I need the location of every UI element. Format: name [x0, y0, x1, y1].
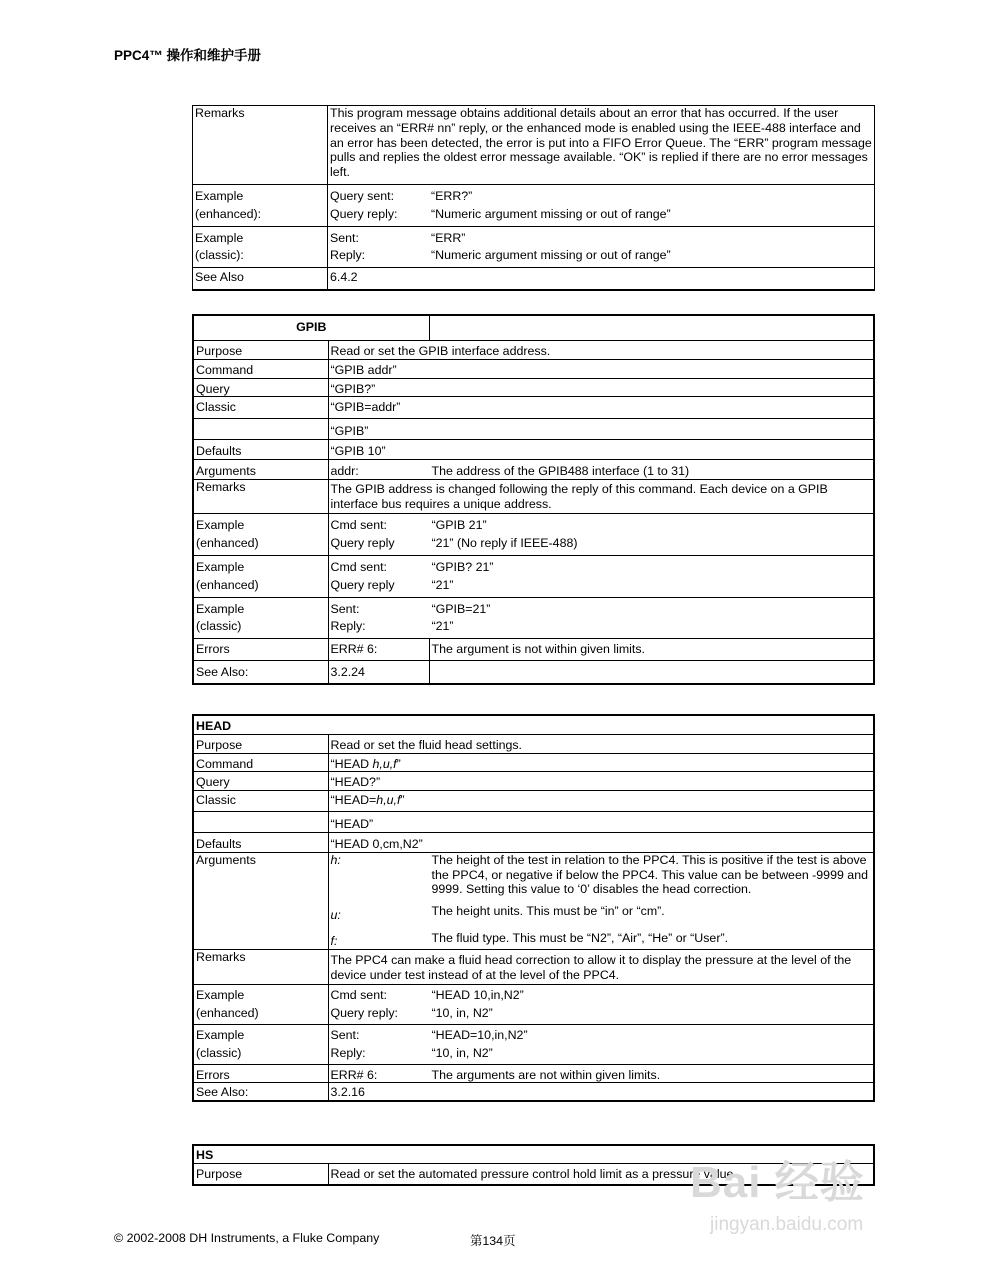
purpose-value: Read or set the fluid head settings. — [328, 734, 874, 753]
see-also-value: 6.4.2 — [328, 268, 875, 291]
remarks-text: This program message obtains additional details about an error that has occurred. If the user receives an “ERR# nn” reply, or the enhanced mode is enabled using the IEEE-488 interface and an error has been detected, the error is put into a FIFO Error Queue. The “ERR” program message pulls and replies the oldest error message available. “OK” is replied if there are no error messages left. — [328, 106, 875, 185]
example-label: Example (enhanced) — [193, 985, 328, 1025]
example-classic-label: Example (classic): — [193, 226, 328, 268]
table-row — [193, 1024, 874, 1064]
table-row — [193, 341, 874, 360]
purpose-label: Purpose — [193, 1163, 328, 1185]
example-enhanced-value: Query sent: “ERR?” Query reply: “Numeric argument missing or out of range” — [328, 185, 875, 227]
see-also-value: 3.2.16 — [328, 1083, 874, 1101]
table-row — [193, 985, 874, 1025]
table-row — [193, 106, 875, 185]
table-row — [193, 791, 874, 812]
table-row — [193, 639, 874, 661]
arguments-value — [328, 459, 874, 479]
head-command-table — [192, 714, 875, 1102]
errors-label: Errors — [193, 1064, 328, 1083]
query-label: Query — [193, 378, 328, 397]
table-row — [193, 832, 874, 852]
errors-code: ERR# 6: — [328, 639, 429, 661]
defaults-label: Defaults — [193, 440, 328, 460]
table-row — [193, 1163, 874, 1185]
watermark-logo: Bai 经验 — [690, 1158, 865, 1207]
table-row — [193, 1064, 874, 1083]
example-label: Example (classic) — [193, 1024, 328, 1064]
table-row — [193, 852, 874, 949]
table-row — [193, 555, 874, 597]
errors-label: Errors — [193, 639, 328, 661]
remarks-label: Remarks — [193, 949, 328, 985]
query-value: “HEAD?” — [328, 772, 874, 791]
example-enhanced-label: Example (enhanced): — [193, 185, 328, 227]
classic-label: Classic — [193, 397, 328, 419]
example-label: Example (enhanced) — [193, 555, 328, 597]
example-value: Cmd sent: “HEAD 10,in,N2” Query reply: “10, in, N2” — [328, 985, 874, 1025]
query-label: Query — [193, 772, 328, 791]
example-value: Sent: “HEAD=10,in,N2” Reply: “10, in, N2” — [328, 1024, 874, 1064]
table-row — [193, 734, 874, 753]
purpose-value: Read or set the GPIB interface address. — [328, 341, 874, 360]
command-value: “GPIB addr” — [328, 359, 874, 378]
table-row — [193, 378, 874, 397]
table-row — [193, 440, 874, 460]
table-row — [193, 459, 874, 479]
example-label: Example (classic) — [193, 597, 328, 639]
table-row — [193, 661, 874, 685]
errors-value — [328, 1064, 874, 1083]
table-row — [193, 514, 874, 556]
table-row — [193, 753, 874, 772]
remarks-value: The GPIB address is changed following the reply of this command. Each device on a GPIB interface bus requires a unique address. — [328, 479, 874, 514]
classic-value: “HEAD=h,u,f” — [328, 791, 874, 812]
defaults-label: Defaults — [193, 832, 328, 852]
example-label: Example (enhanced) — [193, 514, 328, 556]
arg-u: u: — [330, 908, 341, 923]
arg-f: f: — [330, 933, 338, 948]
remarks-label: Remarks — [193, 106, 328, 185]
table-row — [193, 949, 874, 985]
errors-code: ERR# 6: — [330, 1067, 378, 1082]
errors-desc: The argument is not within given limits. — [429, 639, 874, 661]
arguments-label: Arguments — [193, 852, 328, 949]
arg-h: h: — [330, 852, 341, 867]
hs-command-table — [192, 1144, 875, 1186]
see-also-label: See Also: — [193, 1083, 328, 1101]
table-row — [193, 315, 874, 341]
query-value: “GPIB?” — [328, 378, 874, 397]
table-row — [193, 597, 874, 639]
purpose-label: Purpose — [193, 734, 328, 753]
err-command-table — [192, 105, 875, 291]
errors-desc: The arguments are not within given limits. — [431, 1067, 661, 1082]
remarks-value: The PPC4 can make a fluid head correction to allow it to display the pressure at the level of the device under test instead of at the level of the PPC4. — [328, 949, 874, 985]
classic-value-2: “GPIB” — [328, 419, 874, 440]
table-row — [193, 1083, 874, 1101]
table-row — [193, 772, 874, 791]
defaults-value: “HEAD 0,cm,N2” — [328, 832, 874, 852]
classic-value-2: “HEAD” — [328, 812, 874, 833]
table-row — [193, 812, 874, 833]
table-row — [193, 397, 874, 419]
table-row — [193, 1145, 874, 1163]
table-row — [193, 479, 874, 514]
purpose-value: Read or set the automated pressure control hold limit as a pressure value — [328, 1163, 874, 1185]
footer-copyright: © 2002-2008 DH Instruments, a Fluke Company — [114, 1231, 380, 1245]
classic-label: Classic — [193, 791, 328, 812]
command-label: Command — [193, 359, 328, 378]
see-also-value: 3.2.24 — [328, 661, 429, 685]
arg-name: addr: — [330, 463, 359, 478]
table-row — [193, 226, 875, 268]
arg-desc: The address of the GPIB488 interface (1 to 31) — [431, 463, 690, 478]
gpib-command-table — [192, 314, 875, 685]
command-value: “HEAD h,u,f” — [328, 753, 874, 772]
see-also-label: See Also: — [193, 661, 328, 685]
page-header-title: PPC4™ 操作和维护手册 — [114, 48, 262, 63]
table-row — [193, 715, 874, 734]
arg-h-desc: The height of the test in relation to the PPC4. This is positive if the test is above the PPC4, or negative if below the PPC4. This value can be between -9999 and 9999. Setting this value to ‘0’ disables the head correction. — [431, 852, 868, 897]
arguments-label: Arguments — [193, 459, 328, 479]
table-row — [193, 359, 874, 378]
table-row — [193, 268, 875, 291]
remarks-label: Remarks — [193, 479, 328, 514]
classic-value: “GPIB=addr” — [328, 397, 874, 419]
purpose-label: Purpose — [193, 341, 328, 360]
gpib-title: GPIB — [193, 315, 429, 341]
arg-f-desc: The fluid type. This must be “N2”, “Air”, “He” or “User”. — [431, 930, 729, 945]
example-classic-value: Sent: “ERR” Reply: “Numeric argument missing or out of range” — [328, 226, 875, 268]
head-title: HEAD — [193, 715, 874, 734]
footer-page-number: 第134页 — [470, 1234, 516, 1248]
arg-u-desc: The height units. This must be “in” or “cm”. — [431, 904, 665, 919]
watermark-url: jingyan.baidu.com — [710, 1214, 864, 1235]
example-value: Sent: “GPIB=21” Reply: “21” — [328, 597, 874, 639]
hs-title: HS — [193, 1145, 874, 1163]
command-label: Command — [193, 753, 328, 772]
defaults-value: “GPIB 10” — [328, 440, 874, 460]
table-row — [193, 185, 875, 227]
see-also-label: See Also — [193, 268, 328, 291]
table-row — [193, 419, 874, 440]
arguments-value — [328, 852, 874, 949]
example-value: Cmd sent: “GPIB? 21” Query reply “21” — [328, 555, 874, 597]
example-value: Cmd sent: “GPIB 21” Query reply “21” (No reply if IEEE-488) — [328, 514, 874, 556]
